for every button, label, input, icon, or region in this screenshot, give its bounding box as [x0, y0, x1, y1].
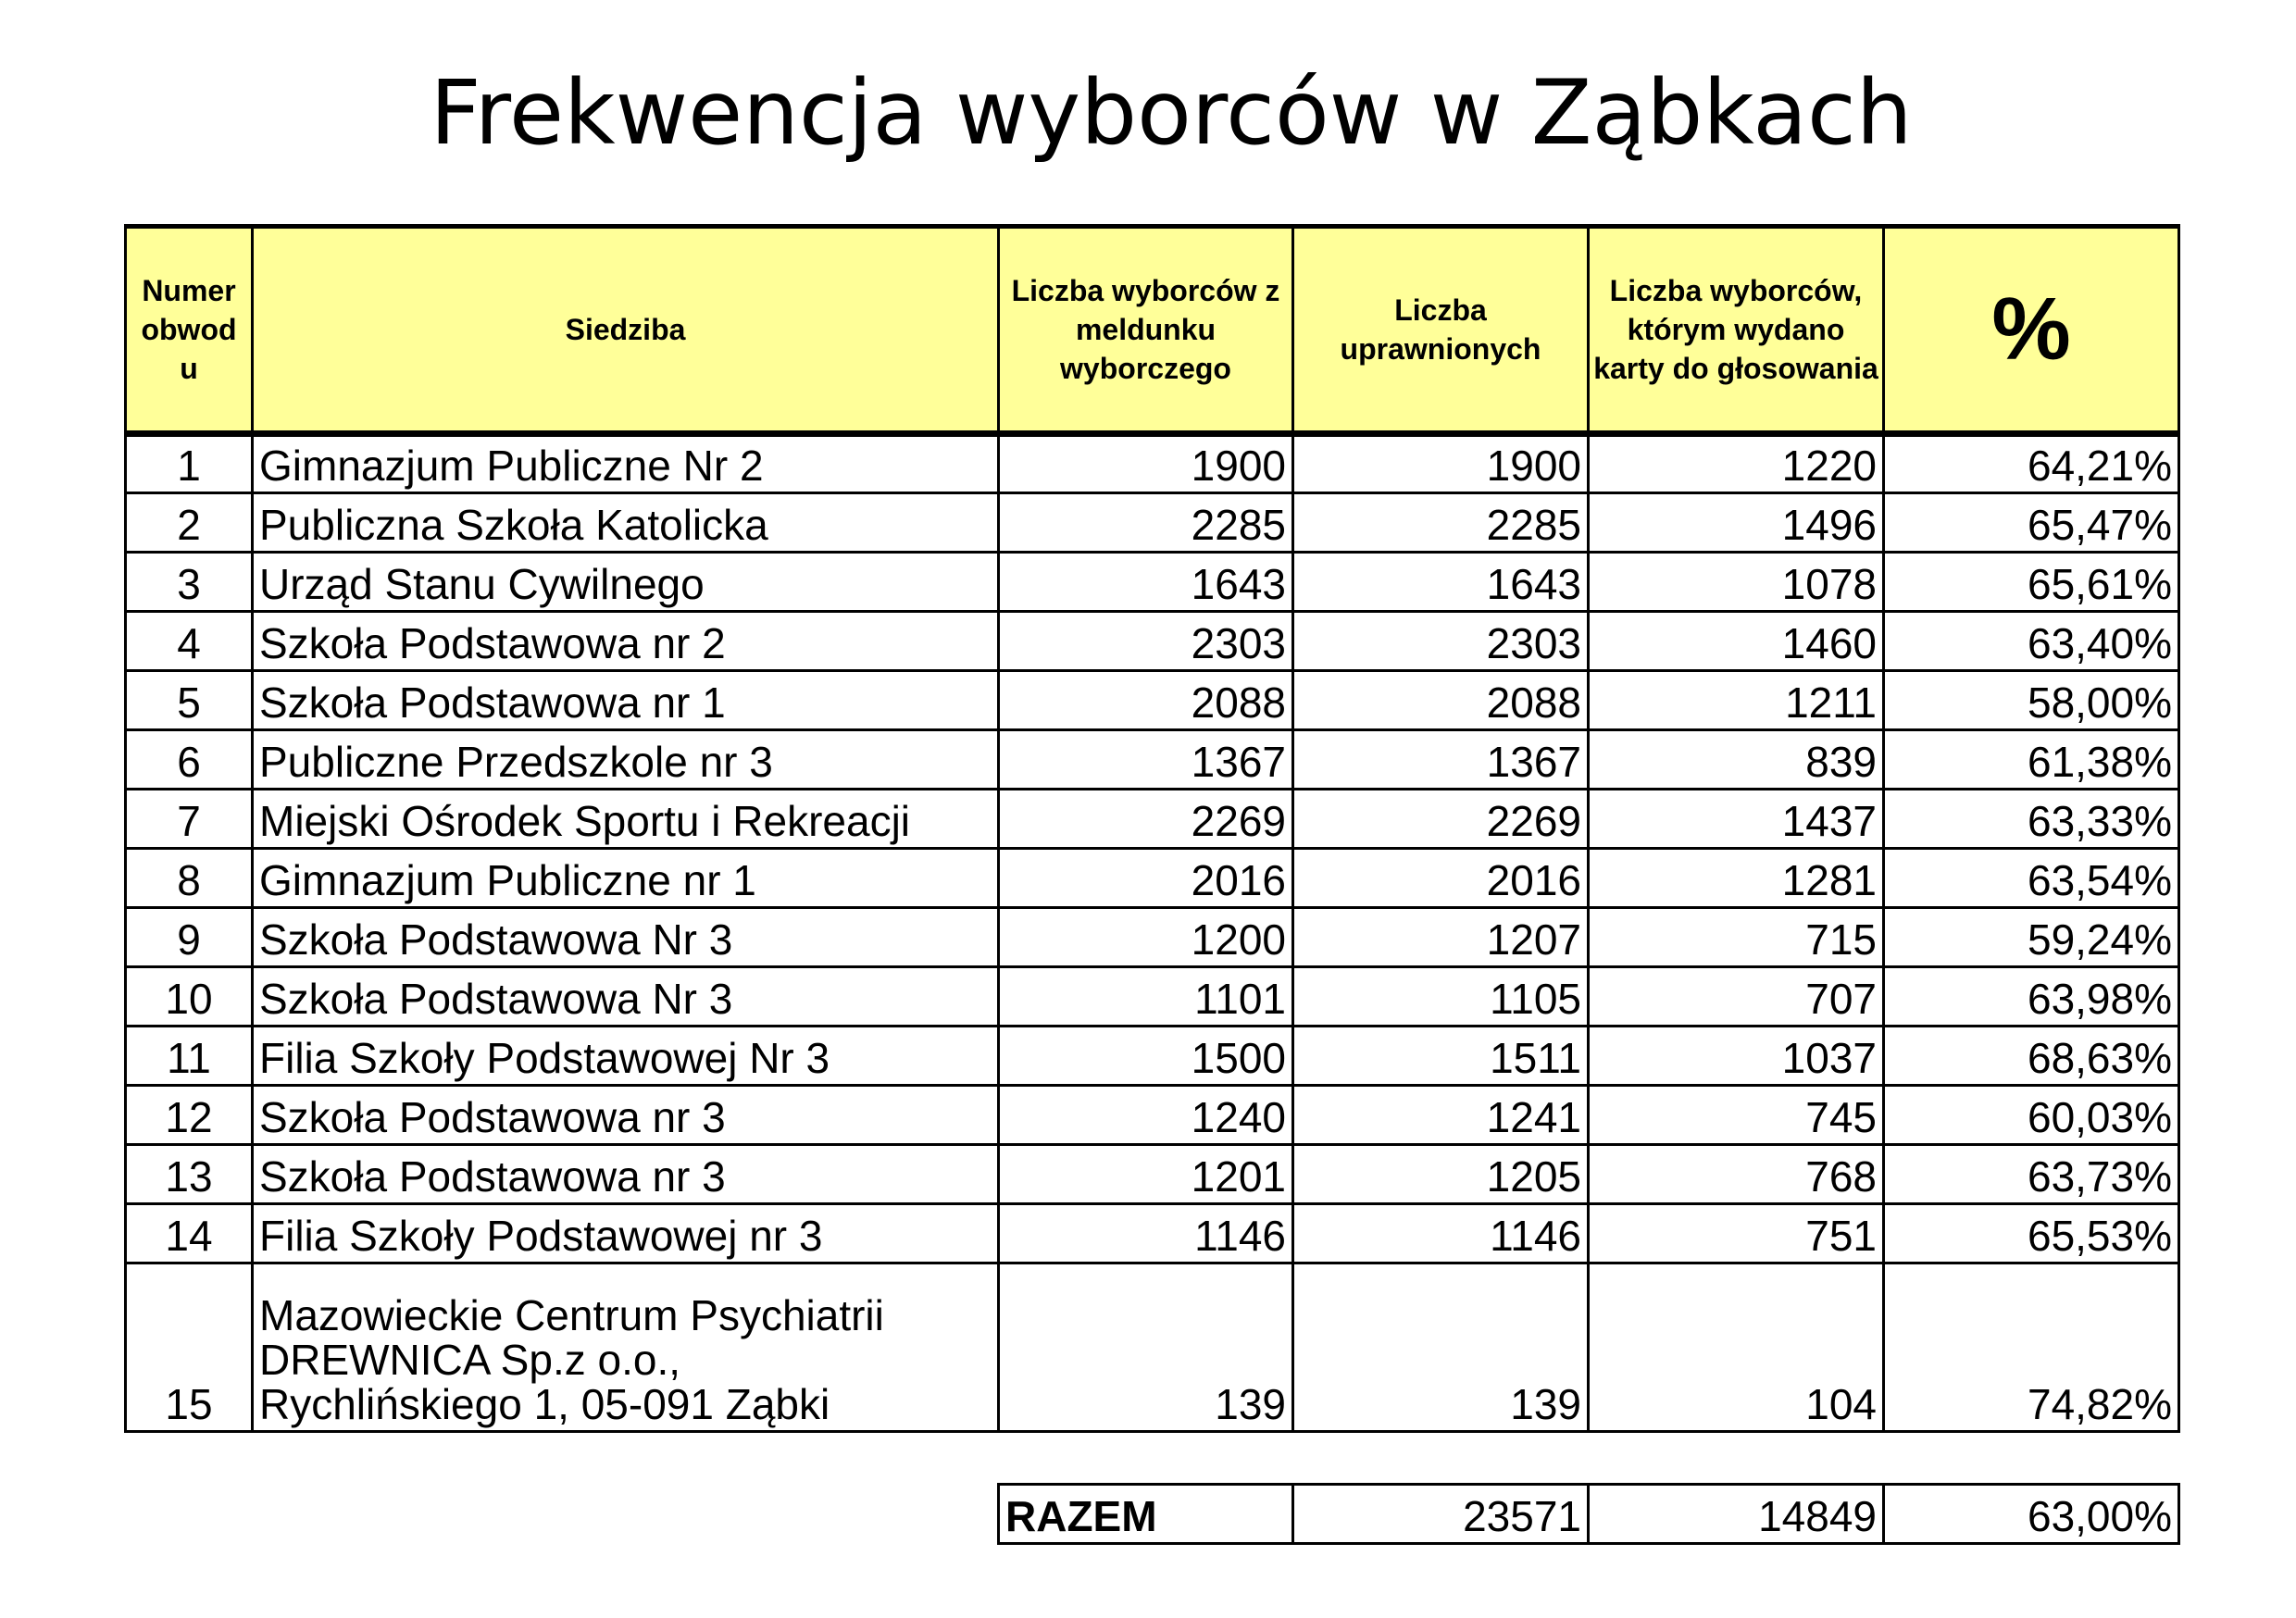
- cell-procent: 63,73%: [1884, 1145, 2179, 1204]
- cell-meldunek: 1367: [999, 730, 1293, 790]
- cell-meldunek: 2285: [999, 493, 1293, 553]
- summary-table: [997, 1483, 2180, 1545]
- cell-siedziba: Miejski Ośrodek Sportu i Rekreacji: [253, 790, 999, 849]
- cell-siedziba: Szkoła Podstawowa Nr 3: [253, 908, 999, 967]
- cell-numer: 1: [126, 434, 253, 493]
- header-siedziba: Siedziba: [253, 227, 999, 434]
- cell-karty: 104: [1589, 1263, 1884, 1432]
- cell-procent: 65,53%: [1884, 1204, 2179, 1263]
- cell-procent: 63,33%: [1884, 790, 2179, 849]
- cell-karty: 1037: [1589, 1027, 1884, 1086]
- cell-siedziba: Gimnazjum Publiczne Nr 2: [253, 434, 999, 493]
- cell-procent: 63,54%: [1884, 849, 2179, 908]
- cell-karty: 1460: [1589, 612, 1884, 671]
- table-row: [126, 1086, 2179, 1145]
- header-liczba-uprawnionych: Liczba uprawnionych: [1293, 227, 1589, 434]
- cell-meldunek: 139: [999, 1263, 1293, 1432]
- cell-karty: 1078: [1589, 553, 1884, 612]
- table-row: [126, 553, 2179, 612]
- header-numer-obwodu: Numer obwod u: [126, 227, 253, 434]
- table-row: [126, 730, 2179, 790]
- cell-numer: 4: [126, 612, 253, 671]
- cell-meldunek: 2088: [999, 671, 1293, 730]
- cell-karty: 1437: [1589, 790, 1884, 849]
- table-row: [126, 849, 2179, 908]
- cell-uprawnieni: 139: [1293, 1263, 1589, 1432]
- cell-uprawnieni: 1511: [1293, 1027, 1589, 1086]
- summary-row: [999, 1485, 2179, 1544]
- summary-label: RAZEM: [999, 1485, 1293, 1544]
- cell-uprawnieni: 1643: [1293, 553, 1589, 612]
- cell-meldunek: 2016: [999, 849, 1293, 908]
- cell-meldunek: 1200: [999, 908, 1293, 967]
- cell-siedziba: Szkoła Podstawowa nr 3: [253, 1145, 999, 1204]
- table-row: [126, 1145, 2179, 1204]
- cell-uprawnieni: 2269: [1293, 790, 1589, 849]
- cell-karty: 839: [1589, 730, 1884, 790]
- cell-numer: 5: [126, 671, 253, 730]
- cell-numer: 14: [126, 1204, 253, 1263]
- cell-karty: 715: [1589, 908, 1884, 967]
- cell-procent: 74,82%: [1884, 1263, 2179, 1432]
- cell-meldunek: 1101: [999, 967, 1293, 1027]
- table-row: [126, 1204, 2179, 1263]
- cell-siedziba: Publiczne Przedszkole nr 3: [253, 730, 999, 790]
- cell-numer: 11: [126, 1027, 253, 1086]
- cell-procent: 63,40%: [1884, 612, 2179, 671]
- header-procent: %: [1884, 227, 2179, 434]
- table-body: [126, 434, 2179, 1432]
- turnout-table: [124, 224, 2180, 1433]
- cell-siedziba: Szkoła Podstawowa nr 1: [253, 671, 999, 730]
- cell-procent: 68,63%: [1884, 1027, 2179, 1086]
- cell-numer: 9: [126, 908, 253, 967]
- cell-numer: 7: [126, 790, 253, 849]
- table-row: [126, 790, 2179, 849]
- cell-siedziba: Szkoła Podstawowa Nr 3: [253, 967, 999, 1027]
- cell-meldunek: 2303: [999, 612, 1293, 671]
- cell-procent: 61,38%: [1884, 730, 2179, 790]
- cell-siedziba: Filia Szkoły Podstawowej Nr 3: [253, 1027, 999, 1086]
- cell-numer: 12: [126, 1086, 253, 1145]
- cell-procent: 65,47%: [1884, 493, 2179, 553]
- cell-numer: 10: [126, 967, 253, 1027]
- cell-uprawnieni: 1205: [1293, 1145, 1589, 1204]
- cell-numer: 8: [126, 849, 253, 908]
- cell-meldunek: 1201: [999, 1145, 1293, 1204]
- cell-numer: 15: [126, 1263, 253, 1432]
- cell-uprawnieni: 1367: [1293, 730, 1589, 790]
- table-row: [126, 908, 2179, 967]
- table-row: [126, 434, 2179, 493]
- cell-uprawnieni: 2303: [1293, 612, 1589, 671]
- cell-numer: 6: [126, 730, 253, 790]
- table-row: [126, 967, 2179, 1027]
- cell-procent: 60,03%: [1884, 1086, 2179, 1145]
- table-row: [126, 1263, 2179, 1432]
- cell-uprawnieni: 2088: [1293, 671, 1589, 730]
- summary-karty: 14849: [1589, 1485, 1884, 1544]
- cell-uprawnieni: 1146: [1293, 1204, 1589, 1263]
- summary-procent: 63,00%: [1884, 1485, 2179, 1544]
- table-row: [126, 1027, 2179, 1086]
- cell-numer: 13: [126, 1145, 253, 1204]
- cell-karty: 751: [1589, 1204, 1884, 1263]
- header-liczba-wyborcow-meldunek: Liczba wyborców z meldunku wyborczego: [999, 227, 1293, 434]
- summary-uprawnieni: 23571: [1293, 1485, 1589, 1544]
- cell-procent: 58,00%: [1884, 671, 2179, 730]
- cell-uprawnieni: 1900: [1293, 434, 1589, 493]
- cell-karty: 707: [1589, 967, 1884, 1027]
- cell-meldunek: 1240: [999, 1086, 1293, 1145]
- cell-siedziba: Mazowieckie Centrum Psychiatrii DREWNICA Sp.z o.o., Rychlińskiego 1, 05-091 Ząbki: [253, 1263, 999, 1432]
- cell-procent: 65,61%: [1884, 553, 2179, 612]
- cell-numer: 2: [126, 493, 253, 553]
- cell-meldunek: 2269: [999, 790, 1293, 849]
- cell-procent: 59,24%: [1884, 908, 2179, 967]
- cell-procent: 63,98%: [1884, 967, 2179, 1027]
- cell-uprawnieni: 1105: [1293, 967, 1589, 1027]
- cell-numer: 3: [126, 553, 253, 612]
- cell-karty: 745: [1589, 1086, 1884, 1145]
- table-row: [126, 493, 2179, 553]
- page-title: Frekwencja wyborców w Ząbkach: [430, 61, 1913, 165]
- header-wydane-karty: Liczba wyborców, którym wydano karty do głosowania: [1589, 227, 1884, 434]
- cell-siedziba: Filia Szkoły Podstawowej nr 3: [253, 1204, 999, 1263]
- cell-siedziba: Szkoła Podstawowa nr 3: [253, 1086, 999, 1145]
- table-row: [126, 612, 2179, 671]
- cell-uprawnieni: 1207: [1293, 908, 1589, 967]
- cell-meldunek: 1900: [999, 434, 1293, 493]
- cell-siedziba: Szkoła Podstawowa nr 2: [253, 612, 999, 671]
- cell-karty: 1496: [1589, 493, 1884, 553]
- cell-uprawnieni: 2285: [1293, 493, 1589, 553]
- cell-procent: 64,21%: [1884, 434, 2179, 493]
- cell-karty: 768: [1589, 1145, 1884, 1204]
- cell-meldunek: 1146: [999, 1204, 1293, 1263]
- cell-meldunek: 1643: [999, 553, 1293, 612]
- table-header-row: [126, 227, 2179, 434]
- cell-meldunek: 1500: [999, 1027, 1293, 1086]
- cell-karty: 1211: [1589, 671, 1884, 730]
- cell-siedziba: Urząd Stanu Cywilnego: [253, 553, 999, 612]
- cell-siedziba: Gimnazjum Publiczne nr 1: [253, 849, 999, 908]
- cell-uprawnieni: 1241: [1293, 1086, 1589, 1145]
- table-row: [126, 671, 2179, 730]
- cell-uprawnieni: 2016: [1293, 849, 1589, 908]
- cell-karty: 1281: [1589, 849, 1884, 908]
- cell-karty: 1220: [1589, 434, 1884, 493]
- cell-siedziba: Publiczna Szkoła Katolicka: [253, 493, 999, 553]
